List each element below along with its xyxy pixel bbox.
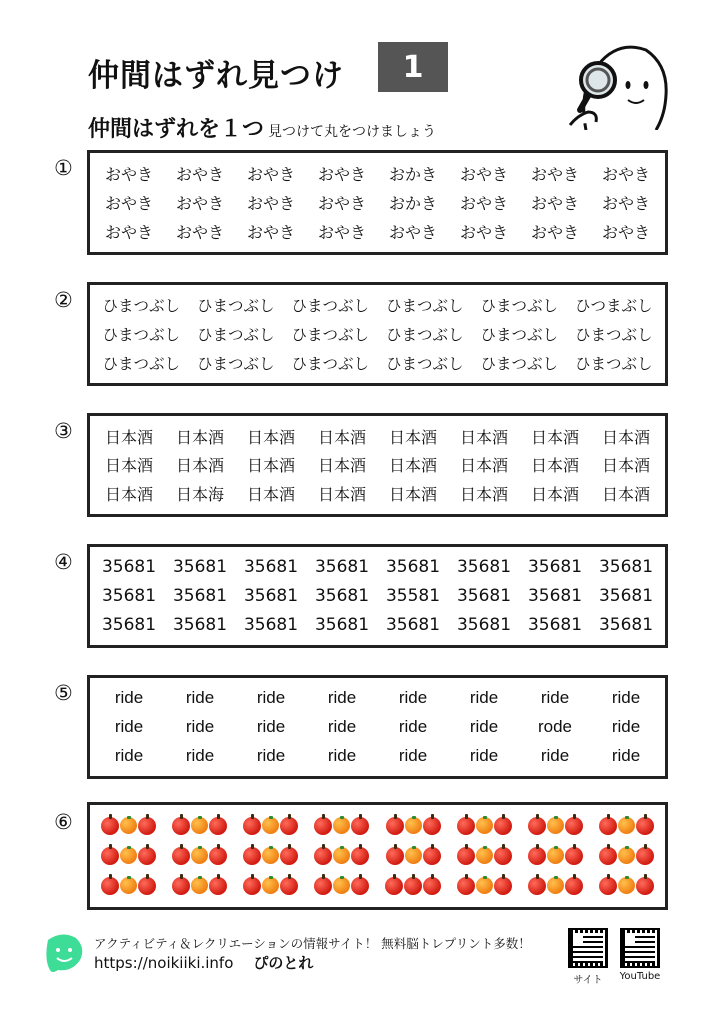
apple-icon — [280, 877, 298, 895]
word-cell[interactable]: 35681 — [385, 614, 441, 635]
word-cell[interactable]: ride — [327, 716, 357, 736]
word-cell[interactable]: おやき — [175, 165, 224, 184]
apple-icon — [494, 877, 512, 895]
word-cell[interactable]: 日本酒 — [459, 427, 508, 447]
apple-icon — [386, 847, 404, 865]
fruit-group[interactable] — [165, 817, 233, 835]
question-3-row-1 — [94, 425, 661, 448]
apple-icon — [528, 847, 546, 865]
word-cell[interactable]: 35681 — [456, 614, 512, 635]
question-1-row-3 — [94, 220, 661, 243]
word-cell[interactable]: おやき — [459, 194, 508, 213]
word-cell[interactable]: ride — [327, 745, 357, 765]
word-cell[interactable]: ride — [611, 688, 641, 708]
word-cell[interactable]: ひまつぶし — [480, 354, 558, 373]
word-cell[interactable]: 日本酒 — [317, 456, 366, 476]
word-cell[interactable]: ひつまぶし — [574, 297, 653, 316]
apple-icon — [209, 877, 227, 895]
apple-icon — [528, 877, 546, 895]
word-cell[interactable]: 35681 — [172, 557, 228, 578]
word-cell[interactable]: 35681 — [243, 557, 299, 578]
word-cell[interactable]: おやき — [530, 165, 579, 184]
word-cell[interactable]: ride — [469, 745, 499, 765]
fruit-group[interactable] — [593, 877, 661, 895]
apple-icon — [457, 817, 475, 835]
question-1-number: ① — [54, 156, 73, 180]
fruit-group[interactable] — [379, 847, 447, 865]
apple-icon — [351, 817, 369, 835]
apple-icon — [599, 877, 617, 895]
word-cell[interactable]: ひまつぶし — [196, 297, 275, 316]
apple-icon — [565, 877, 583, 895]
word-cell[interactable]: ひまつぶし — [102, 325, 180, 344]
word-cell[interactable]: 35681 — [243, 614, 299, 635]
apple-icon — [457, 847, 475, 865]
word-cell[interactable]: 35681 — [314, 585, 370, 606]
question-6-row-3 — [94, 877, 661, 895]
footer-brand: ぴのとれ — [253, 954, 314, 972]
word-cell[interactable]: 35681 — [314, 614, 370, 635]
question-4-row-1 — [94, 557, 661, 577]
worksheet-number-badge: 1 — [378, 42, 448, 92]
word-cell[interactable]: ride — [469, 688, 499, 708]
word-cell[interactable]: おやき — [104, 223, 153, 242]
word-cell[interactable]: おやき — [601, 165, 650, 184]
word-cell[interactable]: おやき — [601, 223, 650, 242]
word-cell[interactable]: ひまつぶし — [102, 297, 180, 316]
apple-icon — [172, 877, 190, 895]
apple-icon — [101, 877, 119, 895]
word-cell[interactable]: ride — [469, 716, 499, 736]
apple-icon — [314, 847, 332, 865]
word-cell[interactable]: ひまつぶし — [385, 325, 464, 344]
word-cell[interactable]: ride — [185, 745, 215, 765]
word-cell[interactable]: 35681 — [243, 585, 299, 606]
page-title: 仲間はずれ見つけ — [88, 58, 344, 94]
site-logo-icon — [42, 930, 86, 974]
word-cell[interactable]: ride — [398, 688, 428, 708]
word-cell[interactable]: 35581 — [385, 585, 441, 606]
word-cell[interactable]: 日本酒 — [317, 485, 366, 505]
orange-icon — [191, 817, 208, 834]
orange-icon — [262, 877, 279, 894]
apple-icon — [386, 817, 404, 835]
orange-icon — [191, 847, 208, 864]
word-cell[interactable]: 35681 — [456, 585, 512, 606]
word-cell[interactable]: 35681 — [101, 585, 157, 606]
qr-code-site-icon[interactable] — [568, 928, 608, 968]
fruit-group[interactable] — [94, 817, 162, 835]
qr-site-label: サイト — [573, 975, 603, 986]
apple-icon — [423, 847, 441, 865]
apple-icon — [101, 817, 119, 835]
question-5-box — [87, 675, 668, 779]
word-cell[interactable]: おやき — [317, 223, 366, 242]
fruit-group[interactable] — [379, 877, 447, 895]
apple-icon — [385, 877, 403, 895]
word-cell[interactable]: 日本酒 — [104, 485, 153, 505]
fruit-group[interactable] — [165, 847, 233, 865]
mascot-magnifier-icon — [568, 30, 673, 130]
word-cell[interactable]: 日本酒 — [388, 485, 437, 505]
word-cell[interactable]: 日本酒 — [459, 485, 508, 505]
question-4-number: ④ — [54, 550, 73, 574]
orange-icon — [618, 847, 635, 864]
word-cell[interactable]: ride — [256, 716, 286, 736]
word-cell[interactable]: ひまつぶし — [291, 354, 369, 373]
word-cell[interactable]: 日本酒 — [388, 456, 437, 476]
fruit-group[interactable] — [237, 877, 305, 895]
orange-icon — [120, 817, 137, 834]
word-cell[interactable]: おかき — [388, 165, 437, 184]
apple-icon — [494, 847, 512, 865]
orange-icon — [405, 847, 422, 864]
fruit-group[interactable] — [94, 847, 162, 865]
word-cell[interactable]: ひまつぶし — [385, 354, 464, 373]
apple-icon — [280, 847, 298, 865]
word-cell[interactable]: 35681 — [172, 585, 228, 606]
word-cell[interactable]: おかき — [388, 194, 437, 213]
apple-icon — [243, 877, 261, 895]
word-cell[interactable]: おやき — [530, 194, 579, 213]
word-cell[interactable]: ひまつぶし — [574, 354, 653, 373]
question-3-box — [87, 413, 668, 517]
apple-icon — [138, 817, 156, 835]
word-cell[interactable]: 35681 — [527, 585, 583, 606]
question-6-number: ⑥ — [54, 810, 73, 834]
word-cell[interactable]: ride — [540, 688, 570, 708]
question-2-row-2 — [94, 323, 661, 345]
word-cell[interactable]: 35681 — [385, 557, 441, 578]
apple-icon — [636, 817, 654, 835]
word-cell[interactable]: おやき — [104, 165, 153, 184]
word-cell[interactable]: ride — [398, 716, 428, 736]
word-cell[interactable]: ride — [114, 688, 144, 708]
word-cell[interactable]: おやき — [246, 194, 295, 213]
word-cell[interactable]: ride — [611, 716, 641, 736]
word-cell[interactable]: ひまつぶし — [574, 325, 653, 344]
apple-icon — [528, 817, 546, 835]
word-cell[interactable]: 日本酒 — [459, 456, 508, 476]
fruit-group[interactable] — [593, 817, 661, 835]
apple-icon — [351, 847, 369, 865]
instructions — [88, 112, 436, 143]
fruit-group[interactable] — [308, 847, 376, 865]
apple-icon — [565, 817, 583, 835]
fruit-group[interactable] — [237, 847, 305, 865]
word-cell[interactable]: おやき — [601, 194, 650, 213]
fruit-group[interactable] — [237, 817, 305, 835]
word-cell[interactable]: ひまつぶし — [291, 325, 369, 344]
word-cell[interactable]: おやき — [246, 165, 295, 184]
word-cell[interactable]: 日本酒 — [530, 485, 579, 505]
apple-icon — [101, 847, 119, 865]
word-cell[interactable]: おやき — [175, 194, 224, 213]
footer-line — [94, 952, 313, 973]
orange-icon — [405, 817, 422, 834]
apple-icon — [423, 877, 441, 895]
word-cell[interactable]: 日本酒 — [104, 456, 153, 476]
word-cell[interactable]: rode — [537, 716, 573, 736]
apple-icon — [172, 817, 190, 835]
word-cell[interactable]: おやき — [104, 194, 153, 213]
apple-icon — [172, 847, 190, 865]
word-cell[interactable]: 日本酒 — [104, 427, 153, 447]
fruit-group[interactable] — [522, 877, 590, 895]
word-cell[interactable]: 35681 — [598, 557, 654, 578]
orange-icon — [618, 817, 635, 834]
word-cell[interactable]: ride — [185, 716, 215, 736]
fruit-group[interactable] — [522, 817, 590, 835]
instructions-sub: 見つけて丸をつけましょう — [268, 124, 437, 140]
apple-icon — [243, 817, 261, 835]
question-4-box — [87, 544, 668, 648]
word-cell[interactable]: 日本酒 — [246, 427, 295, 447]
question-5-row-2 — [94, 717, 661, 737]
question-6-row-1 — [94, 817, 661, 835]
question-5-number: ⑤ — [54, 681, 73, 705]
apple-icon — [636, 847, 654, 865]
word-cell[interactable]: ride — [327, 688, 357, 708]
word-cell[interactable]: 35681 — [314, 557, 370, 578]
word-cell[interactable]: ride — [114, 716, 144, 736]
word-cell[interactable]: 35681 — [598, 614, 654, 635]
fruit-group[interactable] — [308, 817, 376, 835]
apple-icon — [138, 847, 156, 865]
word-cell[interactable]: 日本酒 — [530, 427, 579, 447]
word-cell[interactable]: ride — [398, 745, 428, 765]
word-cell[interactable]: ひまつぶし — [385, 297, 464, 316]
fruit-group[interactable] — [308, 877, 376, 895]
fruit-group[interactable] — [522, 847, 590, 865]
word-cell[interactable]: ride — [185, 688, 215, 708]
orange-icon — [547, 817, 564, 834]
word-cell[interactable]: ひまつぶし — [102, 354, 180, 373]
question-1-row-2 — [94, 191, 661, 214]
apple-icon — [138, 877, 156, 895]
orange-icon — [476, 817, 493, 834]
word-cell[interactable]: ひまつぶし — [291, 297, 369, 316]
instructions-main: 仲間はずれを１つ — [88, 117, 265, 142]
orange-icon — [476, 877, 493, 894]
word-cell[interactable]: おやき — [530, 223, 579, 242]
orange-icon — [547, 877, 564, 894]
question-2-box — [87, 282, 668, 386]
word-cell[interactable]: 日本酒 — [601, 485, 650, 505]
word-cell[interactable]: 日本酒 — [175, 456, 224, 476]
question-5-row-1 — [94, 688, 661, 708]
orange-icon — [262, 817, 279, 834]
fruit-group[interactable] — [450, 877, 518, 895]
orange-icon — [333, 817, 350, 834]
fruit-group[interactable] — [450, 817, 518, 835]
apple-icon — [209, 817, 227, 835]
orange-icon — [191, 877, 208, 894]
qr-code-youtube-icon[interactable] — [620, 928, 660, 968]
orange-icon — [618, 877, 635, 894]
word-cell[interactable]: ride — [611, 745, 641, 765]
question-3-number: ③ — [54, 419, 73, 443]
question-3-row-3 — [94, 482, 661, 505]
word-cell[interactable]: おやき — [459, 165, 508, 184]
apple-icon — [209, 847, 227, 865]
word-cell[interactable]: 日本酒 — [317, 427, 366, 447]
word-cell[interactable]: 日本酒 — [530, 456, 579, 476]
orange-icon — [547, 847, 564, 864]
question-5-row-3 — [94, 746, 661, 766]
apple-icon — [494, 817, 512, 835]
word-cell[interactable]: 35681 — [598, 585, 654, 606]
question-4-row-3 — [94, 615, 661, 635]
word-cell[interactable]: おやき — [317, 165, 366, 184]
orange-icon — [262, 847, 279, 864]
fruit-group[interactable] — [94, 877, 162, 895]
word-cell[interactable]: 35681 — [101, 557, 157, 578]
fruit-group[interactable] — [165, 877, 233, 895]
word-cell[interactable]: 日本酒 — [388, 427, 437, 447]
word-cell[interactable]: おやき — [246, 223, 295, 242]
word-cell[interactable]: ひまつぶし — [480, 297, 558, 316]
word-cell[interactable]: ride — [540, 745, 570, 765]
word-cell[interactable]: 日本酒 — [601, 456, 650, 476]
question-2-row-1 — [94, 294, 661, 316]
word-cell[interactable]: ひまつぶし — [196, 325, 275, 344]
orange-icon — [333, 847, 350, 864]
fruit-group[interactable] — [379, 817, 447, 835]
orange-icon — [333, 877, 350, 894]
word-cell[interactable]: おやき — [459, 223, 508, 242]
question-4-row-2 — [94, 586, 661, 606]
apple-icon — [314, 817, 332, 835]
apple-icon — [351, 877, 369, 895]
orange-icon — [476, 847, 493, 864]
apple-icon — [404, 877, 422, 895]
apple-icon — [280, 817, 298, 835]
apple-icon — [636, 877, 654, 895]
word-cell[interactable]: 35681 — [101, 614, 157, 635]
question-3-row-2 — [94, 453, 661, 476]
question-2-row-3 — [94, 352, 661, 374]
footer-tagline: アクティビティ＆レクリエーションの情報サイト！ 無料脳トレプリント多数！ — [94, 936, 531, 951]
apple-icon — [243, 847, 261, 865]
fruit-group[interactable] — [450, 847, 518, 865]
word-cell[interactable]: 35681 — [172, 614, 228, 635]
word-cell[interactable]: 35681 — [456, 557, 512, 578]
question-1-box — [87, 150, 668, 255]
footer-url[interactable]: https://noikiiki.info — [94, 954, 234, 972]
question-1-row-1 — [94, 162, 661, 185]
word-cell[interactable]: ride — [256, 688, 286, 708]
apple-icon — [457, 877, 475, 895]
word-cell[interactable]: 35681 — [527, 557, 583, 578]
fruit-group[interactable] — [593, 847, 661, 865]
apple-icon — [314, 877, 332, 895]
word-cell[interactable]: ひまつぶし — [480, 325, 558, 344]
word-cell[interactable]: ride — [114, 745, 144, 765]
word-cell[interactable]: 日本酒 — [246, 485, 295, 505]
question-6-box — [87, 802, 668, 910]
word-cell[interactable]: 35681 — [527, 614, 583, 635]
word-cell[interactable]: おやき — [317, 194, 366, 213]
orange-icon — [120, 877, 137, 894]
apple-icon — [599, 817, 617, 835]
word-cell[interactable]: ride — [256, 745, 286, 765]
word-cell[interactable]: 日本海 — [175, 485, 224, 505]
word-cell[interactable]: おやき — [388, 223, 437, 242]
qr-youtube-label: YouTube — [619, 971, 661, 982]
apple-icon — [599, 847, 617, 865]
word-cell[interactable]: ひまつぶし — [196, 354, 275, 373]
apple-icon — [423, 817, 441, 835]
question-6-row-2 — [94, 847, 661, 865]
word-cell[interactable]: 日本酒 — [175, 427, 224, 447]
word-cell[interactable]: おやき — [175, 223, 224, 242]
orange-icon — [120, 847, 137, 864]
question-2-number: ② — [54, 288, 73, 312]
apple-icon — [565, 847, 583, 865]
word-cell[interactable]: 日本酒 — [601, 427, 650, 447]
word-cell[interactable]: 日本酒 — [246, 456, 295, 476]
